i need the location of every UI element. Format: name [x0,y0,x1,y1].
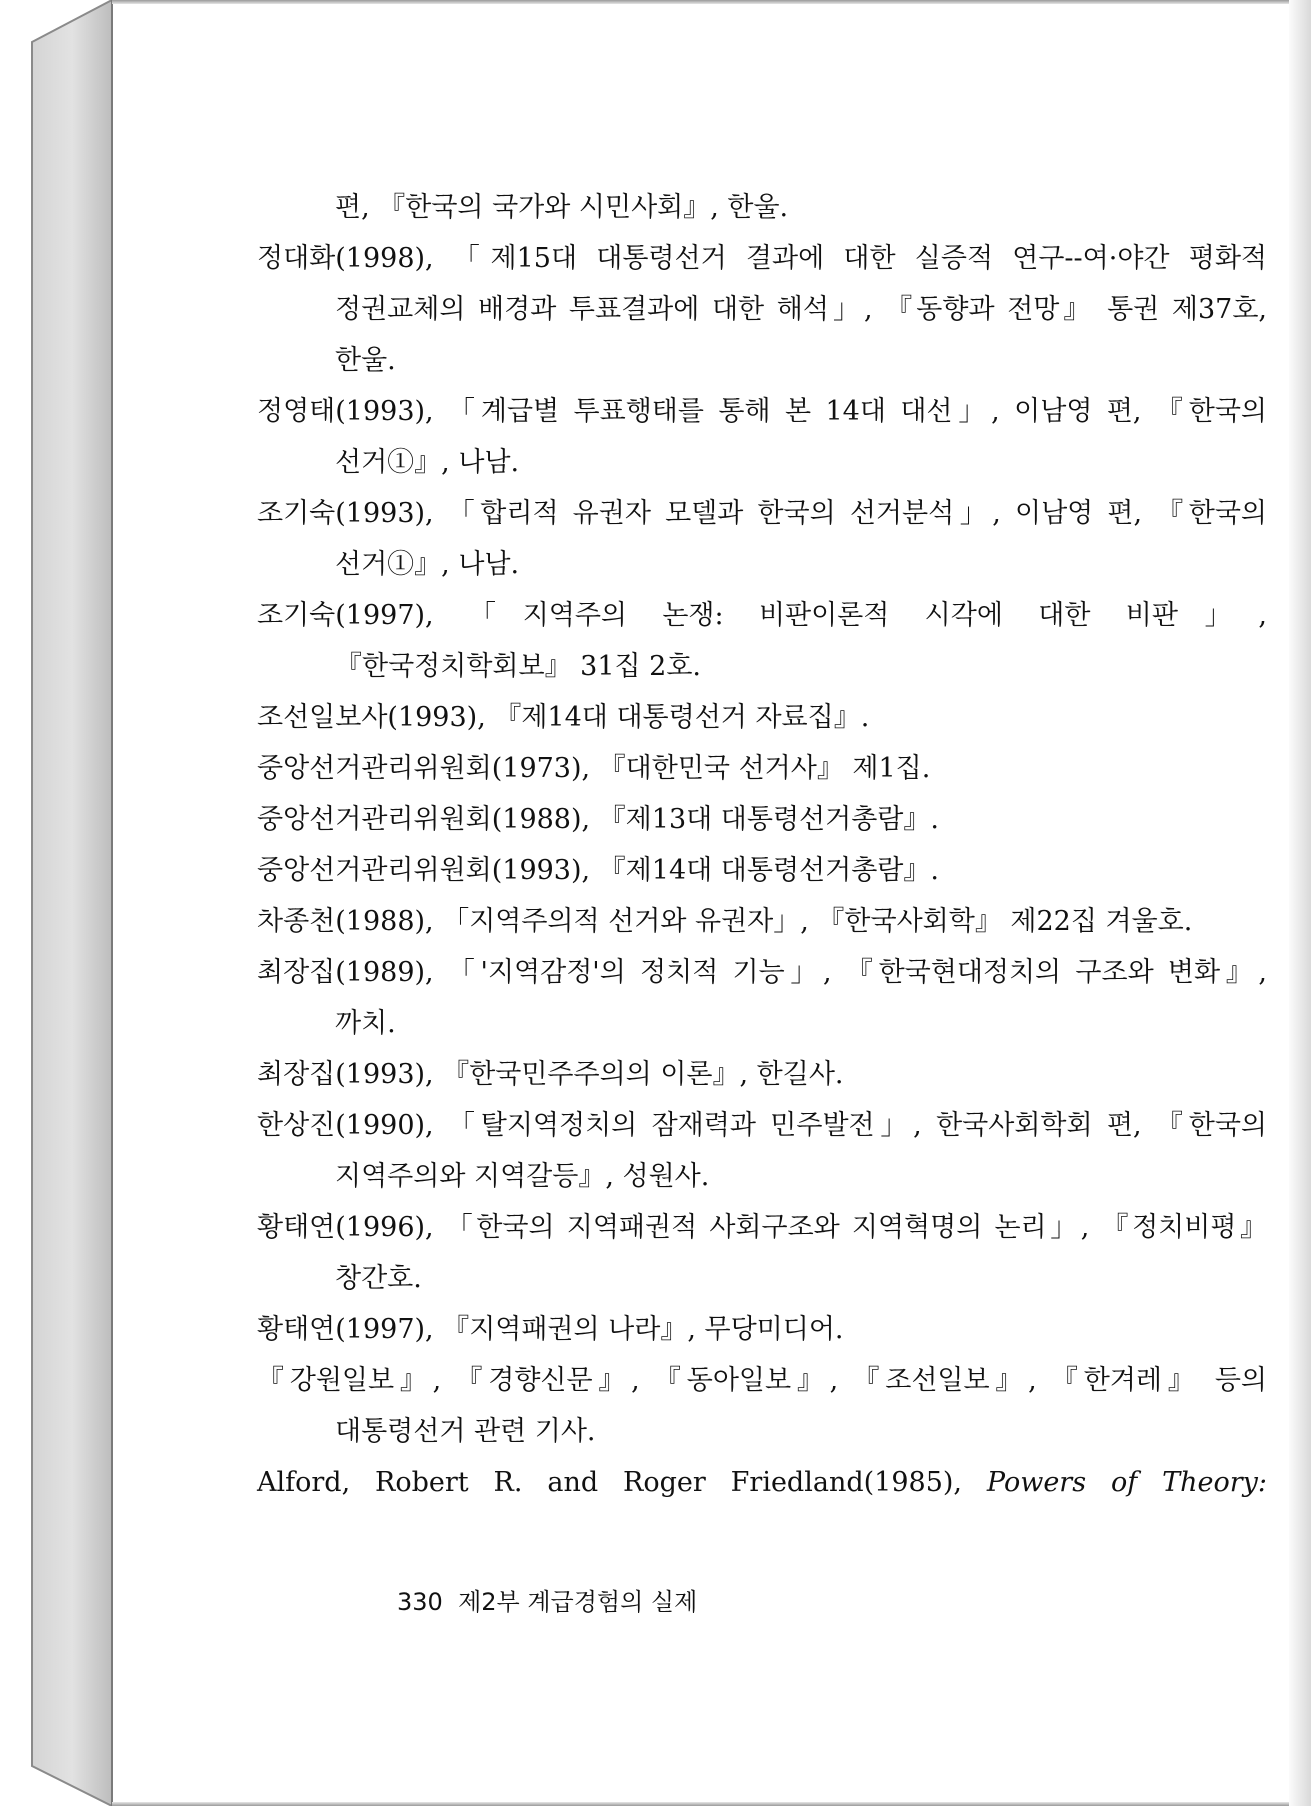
bibliography-entry: 중앙선거관리위원회(1993), 『제14대 대통령선거총람』. [257,855,939,886]
part-label: 제2부 [458,1588,520,1616]
bibliography-entry: 조기숙(1993), 「합리적 유권자 모델과 한국의 선거분석」, 이남영 편, 『한국의 선거①』, 나남. [257,498,1267,580]
entry-author-text: Alford, Robert R. and Roger Friedland(1985), [257,1467,987,1498]
chapter-title: 계급경험의 실제 [527,1588,698,1616]
bibliography-entry: 중앙선거관리위원회(1973), 『대한민국 선거사』 제1집. [257,753,931,784]
document-page [115,4,1289,1802]
bibliography-entry-english [257,1457,1267,1508]
bibliography-entry: 황태연(1997), 『지역패권의 나라』, 무당미디어. [257,1314,844,1345]
page-bottom-edge [112,1802,1311,1806]
bibliography-entry: 한상진(1990), 「탈지역정치의 잠재력과 민주발전」, 한국사회학회 편, 『한국의 지역주의와 지역갈등』, 성원사. [257,1110,1267,1192]
bibliography-entry: 최장집(1993), 『한국민주주의의 이론』, 한길사. [257,1059,844,1090]
bibliography-list [257,182,1267,1508]
entry-book-title: Powers of Theory: [986,1467,1268,1498]
page-footer [397,1582,697,1617]
bibliography-entry: 조선일보사(1993), 『제14대 대통령선거 자료집』. [257,702,870,733]
bibliography-entry: 최장집(1989), 「'지역감정'의 정치적 기능」, 『한국현대정치의 구조와 변화』, 까치. [257,957,1267,1039]
bibliography-entry: 정대화(1998), 「제15대 대통령선거 결과에 대한 실증적 연구--여·야간 평화적 정권교체의 배경과 투표결과에 대한 해석」, 『동향과 전망』 통권 제37호, 한울. [257,243,1267,376]
page-right-edge [1289,0,1311,1806]
bibliography-entry: 『강원일보』, 『경향신문』, 『동아일보』, 『조선일보』, 『한겨레』 등의 대통령선거 관련 기사. [257,1365,1267,1447]
book-spine [0,0,115,1806]
bibliography-entry: 편, 『한국의 국가와 시민사회』, 한울. [335,192,789,223]
page-number: 330 [397,1588,443,1616]
bibliography-entry: 중앙선거관리위원회(1988), 『제13대 대통령선거총람』. [257,804,939,835]
bibliography-entry: 차종천(1988), 「지역주의적 선거와 유권자」, 『한국사회학』 제22집 겨울호. [257,906,1193,937]
bibliography-entry: 조기숙(1997), 「지역주의 논쟁: 비판이론적 시각에 대한 비판」, 『한국정치학회보』 31집 2호. [257,600,1267,682]
bibliography-entry: 황태연(1996), 「한국의 지역패권적 사회구조와 지역혁명의 논리」, 『정치비평』 창간호. [257,1212,1267,1294]
bibliography-entry: 정영태(1993), 「계급별 투표행태를 통해 본 14대 대선」, 이남영 편, 『한국의 선거①』, 나남. [257,396,1268,478]
